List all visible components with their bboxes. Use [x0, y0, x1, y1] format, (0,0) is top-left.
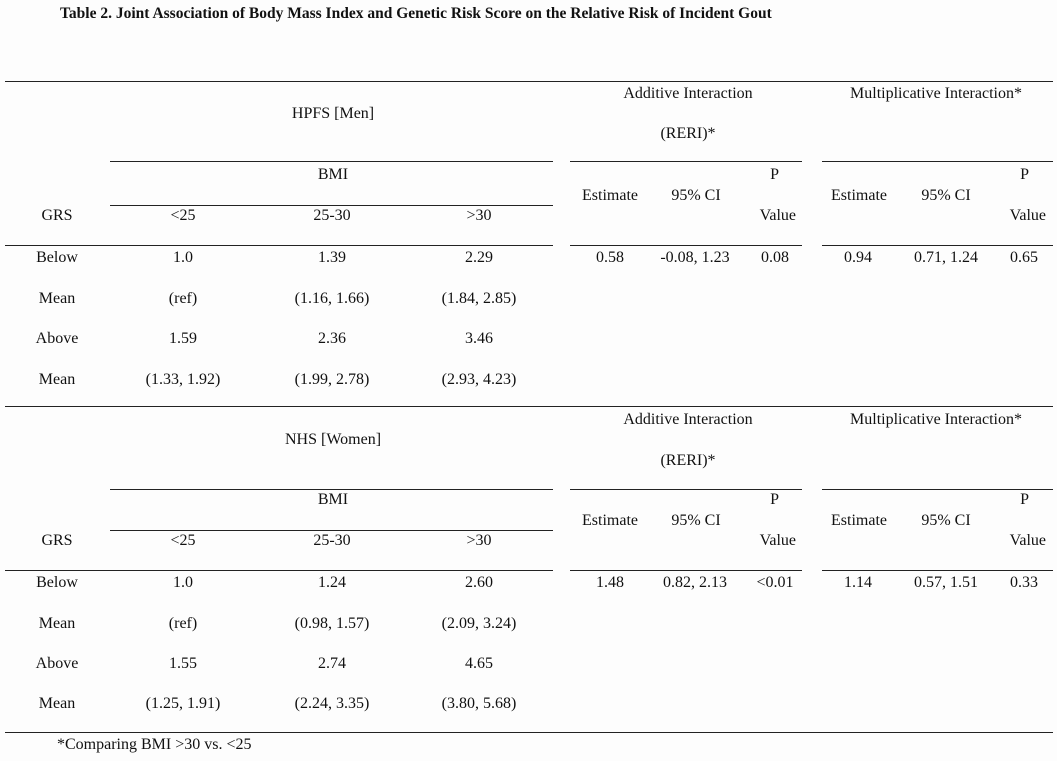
rule-multiplicative-group	[822, 489, 1053, 490]
bmi-cat-lt25: <25	[170, 207, 196, 224]
rule-bottom	[5, 732, 1053, 733]
rule-multiplicative-group	[822, 161, 1053, 162]
cell-bmi-25-30: 1.39	[318, 249, 346, 266]
additive-p-header-value: Value	[759, 207, 796, 224]
cell-bmi-25-30: 2.36	[318, 330, 346, 347]
multiplicative-p: 0.33	[1010, 574, 1038, 591]
rule-bmi-group	[110, 161, 553, 162]
cell-bmi-25-30: (0.98, 1.57)	[294, 615, 370, 632]
rule-additive-group	[570, 161, 802, 162]
multiplicative-estimate-header: Estimate	[831, 512, 887, 529]
cell-bmi-lt25: 1.0	[173, 574, 193, 591]
cell-bmi-lt25: 1.55	[169, 655, 197, 672]
cell-bmi-lt25: (ref)	[168, 615, 198, 632]
additive-p-header: P	[770, 166, 779, 183]
section-name: HPFS [Men]	[291, 105, 375, 122]
multiplicative-p-header: P	[1020, 491, 1029, 508]
additive-estimate-header: Estimate	[582, 512, 638, 529]
multiplicative-ci-header: 95% CI	[921, 512, 971, 529]
additive-ci: 0.82, 2.13	[663, 574, 727, 591]
additive-p-header: P	[770, 491, 779, 508]
additive-p: 0.08	[761, 249, 789, 266]
grs-label: Below	[36, 574, 78, 591]
additive-estimate: 1.48	[596, 574, 624, 591]
grs-label: Above	[35, 330, 79, 347]
multiplicative-header: Multiplicative Interaction*	[850, 411, 1022, 428]
cell-bmi-gt30: (2.93, 4.23)	[441, 371, 517, 388]
cell-bmi-lt25: 1.59	[169, 330, 197, 347]
rule-top	[5, 81, 1053, 82]
multiplicative-ci-header: 95% CI	[921, 187, 971, 204]
cell-bmi-25-30: 1.24	[318, 574, 346, 591]
additive-header-reri: (RERI)*	[660, 452, 716, 469]
grs-label: Above	[35, 655, 79, 672]
additive-estimate-header: Estimate	[582, 187, 638, 204]
grs-label: Mean	[38, 371, 76, 388]
cell-bmi-gt30: 3.46	[465, 330, 493, 347]
cell-bmi-25-30: (2.24, 3.35)	[294, 695, 370, 712]
additive-header-reri: (RERI)*	[660, 125, 716, 142]
rule-header-bottom-additive	[570, 570, 802, 571]
cell-bmi-25-30: 2.74	[318, 655, 346, 672]
rule-top	[5, 406, 1053, 407]
cell-bmi-gt30: 2.29	[465, 249, 493, 266]
rule-header-bottom	[5, 245, 553, 246]
multiplicative-p-header-value: Value	[1009, 207, 1046, 224]
grs-header: GRS	[41, 532, 73, 549]
bmi-cat-25-30: 25-30	[313, 207, 351, 224]
section-name: NHS [Women]	[284, 431, 382, 448]
rule-bmi-cats	[110, 530, 553, 531]
multiplicative-ci: 0.71, 1.24	[914, 249, 978, 266]
additive-header: Additive Interaction	[623, 411, 753, 428]
multiplicative-estimate-header: Estimate	[831, 187, 887, 204]
multiplicative-p-header-value: Value	[1009, 532, 1046, 549]
multiplicative-ci: 0.57, 1.51	[914, 574, 978, 591]
cell-bmi-lt25: (1.33, 1.92)	[145, 371, 221, 388]
bmi-cat-gt30: >30	[466, 532, 492, 549]
multiplicative-p: 0.65	[1010, 249, 1038, 266]
additive-p-header-value: Value	[759, 532, 796, 549]
additive-header: Additive Interaction	[623, 85, 753, 102]
grs-label: Mean	[38, 290, 76, 307]
cell-bmi-lt25: (ref)	[168, 290, 198, 307]
multiplicative-estimate: 1.14	[844, 574, 872, 591]
bmi-cat-25-30: 25-30	[313, 532, 351, 549]
additive-ci-header: 95% CI	[671, 187, 721, 204]
grs-header: GRS	[41, 207, 73, 224]
bmi-header: BMI	[317, 166, 349, 183]
multiplicative-header: Multiplicative Interaction*	[850, 85, 1022, 102]
bmi-cat-gt30: >30	[466, 207, 492, 224]
rule-bmi-group	[110, 489, 553, 490]
cell-bmi-gt30: (1.84, 2.85)	[441, 290, 517, 307]
cell-bmi-25-30: (1.16, 1.66)	[294, 290, 370, 307]
rule-header-bottom-multiplicative	[822, 570, 1053, 571]
multiplicative-p-header: P	[1020, 166, 1029, 183]
additive-estimate: 0.58	[596, 249, 624, 266]
table-title: Table 2. Joint Association of Body Mass Index and Genetic Risk Score on the Relative Risk of Incident Gout	[60, 5, 772, 22]
additive-ci-header: 95% CI	[671, 512, 721, 529]
bmi-header: BMI	[317, 491, 349, 508]
rule-additive-group	[570, 489, 802, 490]
rule-header-bottom-multiplicative	[822, 245, 1053, 246]
additive-p: <0.01	[756, 574, 794, 591]
additive-ci: -0.08, 1.23	[660, 249, 730, 266]
cell-bmi-gt30: 4.65	[465, 655, 493, 672]
rule-header-bottom-additive	[570, 245, 802, 246]
grs-label: Mean	[38, 695, 76, 712]
grs-label: Mean	[38, 615, 76, 632]
grs-label: Below	[36, 249, 78, 266]
rule-bmi-cats	[110, 205, 553, 206]
footnote: *Comparing BMI >30 vs. <25	[57, 736, 252, 753]
cell-bmi-lt25: (1.25, 1.91)	[145, 695, 221, 712]
cell-bmi-gt30: (3.80, 5.68)	[441, 695, 517, 712]
cell-bmi-gt30: 2.60	[465, 574, 493, 591]
multiplicative-estimate: 0.94	[844, 249, 872, 266]
rule-header-bottom	[5, 570, 553, 571]
cell-bmi-lt25: 1.0	[173, 249, 193, 266]
cell-bmi-gt30: (2.09, 3.24)	[441, 615, 517, 632]
cell-bmi-25-30: (1.99, 2.78)	[294, 371, 370, 388]
bmi-cat-lt25: <25	[170, 532, 196, 549]
